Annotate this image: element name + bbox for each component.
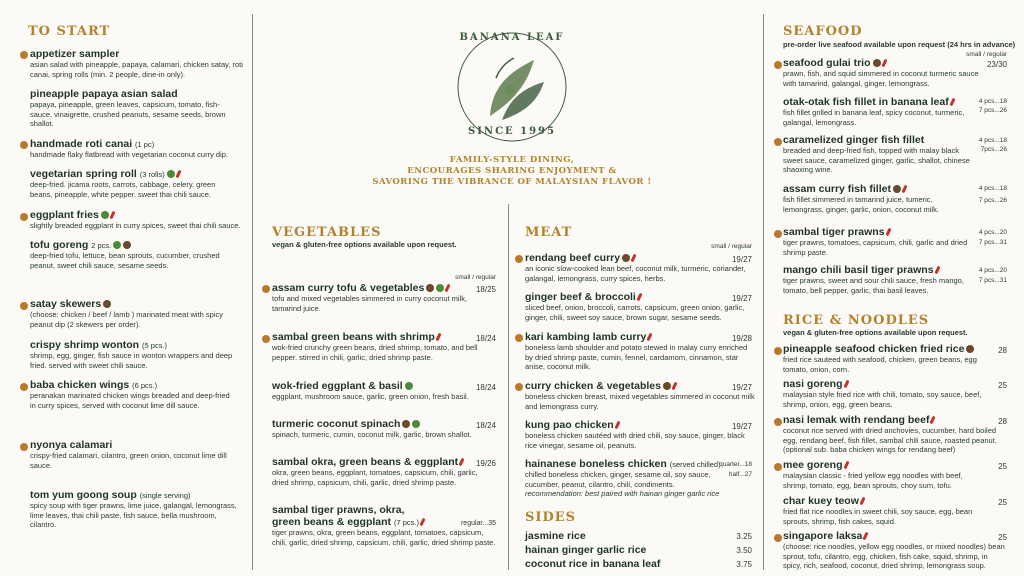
size-note: small / regular xyxy=(966,51,1007,58)
menu-item: appetizer sampler asian salad with pineapple, papaya, calamari, chicken satay, roti canai, spring rolls (min. 2 people, dine-in only). xyxy=(30,48,243,79)
divider-right xyxy=(763,14,764,570)
signature-icon xyxy=(515,334,523,342)
item-price: 19/27 xyxy=(731,422,752,431)
chili-icon xyxy=(631,254,637,263)
chili-icon xyxy=(843,461,849,470)
vegan-icon xyxy=(412,420,420,428)
chili-icon xyxy=(949,98,955,107)
chili-icon xyxy=(419,518,425,527)
vegan-icon xyxy=(167,170,175,178)
menu-item: kung pao chicken boneless chicken sautéed with dried chili, soy sauce, ginger, black rice vinegar, sesame oil, peanuts. xyxy=(525,419,745,450)
menu-item: sambal green beans with shrimp wok-fried crunchy green beans, dried shrimp, tomato, and bell pepper. stirred in chili, garlic, dried shrimp paste. xyxy=(272,331,478,362)
item-price: 7 pcs...31 xyxy=(978,239,1007,246)
item-price: 19/27 xyxy=(731,383,752,392)
menu-item: sambal tiger prawns tiger prawns, tomatoes, capsicum, chili, garlic and dried shrimp paste. xyxy=(783,226,968,257)
gluten-free-icon xyxy=(663,382,671,390)
gluten-free-icon xyxy=(402,420,410,428)
side-item: coconut rice in banana leaf xyxy=(525,558,661,570)
item-price: 4 pcs...18 xyxy=(978,185,1007,192)
side-item: hainan ginger garlic rice xyxy=(525,544,647,556)
chili-icon xyxy=(934,266,940,275)
item-price: 3.50 xyxy=(736,546,752,555)
menu-item: turmeric coconut spinach spinach, turmeric, cumin, coconut milk, garlic, brown shallot. xyxy=(272,418,472,439)
item-price: 7 pcs...26 xyxy=(978,197,1007,204)
tagline: FAMILY-STYLE DINING, ENCOURAGES SHARING ENJOYMENT & SAVORING THE VIBRANCE OF MALAYSIAN FLAVOR ! xyxy=(372,155,652,187)
item-price: half...27 xyxy=(728,471,752,478)
menu-item: crispy shrimp wonton (5 pcs.) shrimp, egg, ginger, fish sauce in wonton wrappers and deep fried. served with sweet chili sauce. xyxy=(30,339,233,370)
vegan-icon xyxy=(436,284,444,292)
menu-item: otak-otak fish fillet in banana leaf fish fillet grilled in banana leaf, spicy coconut, turmeric, galangal, lemongrass. xyxy=(783,96,965,127)
menu-item: kari kambing lamb curry boneless lamb shoulder and potato stewed in malay curry enriched by dried shrimp paste, cumin, fennel, cardamom, cinnamon, star anise, coconut milk. xyxy=(525,331,748,371)
item-price: 23/30 xyxy=(986,60,1007,69)
signature-icon xyxy=(515,383,523,391)
signature-icon xyxy=(20,383,28,391)
gluten-free-icon xyxy=(103,300,111,308)
chili-icon xyxy=(843,380,849,389)
chili-icon xyxy=(445,284,451,293)
chili-icon xyxy=(636,293,642,302)
section-subtitle: pre-order live seafood available upon request (24 hrs in advance) xyxy=(783,40,1016,49)
divider-middle xyxy=(508,204,509,570)
chili-icon xyxy=(863,532,869,541)
signature-icon xyxy=(774,230,782,238)
item-price: 28 xyxy=(998,346,1007,355)
signature-icon xyxy=(262,285,270,293)
item-price: 4 pcs...20 xyxy=(978,229,1007,236)
signature-icon xyxy=(774,418,782,426)
signature-icon xyxy=(774,138,782,146)
item-price: 7 pcs...26 xyxy=(978,107,1007,114)
chili-icon xyxy=(647,333,653,342)
menu-item: rendang beef curry an iconic slow-cooked lean beef, coconut milk, turmeric, coriander, galangal, lemongrass, curry spices, herbs. xyxy=(525,252,746,283)
item-price: 3.75 xyxy=(736,560,752,569)
item-price: 7 pcs...31 xyxy=(978,277,1007,284)
size-note: small / regular xyxy=(711,243,752,250)
gluten-free-icon xyxy=(966,345,974,353)
item-price: 19/27 xyxy=(731,255,752,264)
signature-icon xyxy=(774,534,782,542)
menu-item: nyonya calamari crispy-fried calamari, cilantro, green onion, coconut lime dill sauce. xyxy=(30,439,227,470)
menu-item: baba chicken wings (6 pcs.) peranakan marinated chicken wings breaded and deep-fried in curry spices, served with coconut lime dill sauce. xyxy=(30,379,230,410)
item-price: 25 xyxy=(998,533,1007,542)
menu-item: pineapple papaya asian salad papaya, pineapple, green leaves, capsicum, tomato, fish-sauce, vinaigrette, crushed peanuts, sesame seeds, brown shallot. xyxy=(30,88,226,128)
signature-icon xyxy=(774,61,782,69)
item-price: 4 pcs...20 xyxy=(978,267,1007,274)
chili-icon xyxy=(459,458,465,467)
section-title: RICE & NOODLES xyxy=(783,313,930,328)
menu-item: satay skewers (choose: chicken / beef / lamb ) marinated meat with spicy peanut dip (2 skewers per order). xyxy=(30,298,224,329)
item-price: 25 xyxy=(998,462,1007,471)
divider-left xyxy=(252,14,253,570)
menu-item: hainanese boneless chicken (served chilled) chilled boneless chicken, ginger, sesame oil, soy sauce, cucumber, peanut, cilantro, chili, condiments. recommendation: best paired with hainan ginger garlic rice xyxy=(525,458,721,498)
chili-icon xyxy=(859,497,865,506)
section-subtitle: vegan & gluten-free options available upon request. xyxy=(272,240,457,249)
chili-icon xyxy=(614,421,620,430)
chili-icon xyxy=(881,59,887,68)
menu-item: handmade roti canai (1 pc) handmade flaky flatbread with vegetarian coconut curry dip. xyxy=(30,138,229,159)
section-title: SEAFOOD xyxy=(783,24,863,39)
item-price: 19/28 xyxy=(731,334,752,343)
item-price: quarter...18 xyxy=(719,461,752,468)
item-price: 18/24 xyxy=(475,421,496,430)
menu-item: pineapple seafood chicken fried rice fried rice sauteed with seafood, chicken, green beans, egg tomato, onion, corn. xyxy=(783,343,977,374)
signature-icon xyxy=(774,347,782,355)
signature-icon xyxy=(20,213,28,221)
menu-item: caramelized ginger fish fillet breaded and deep-fried fish, topped with malay black sweet sauce, caramelized ginger, garlic, shallot, chinese shaoxing wine. xyxy=(783,134,970,174)
item-price: regular...35 xyxy=(460,520,496,527)
item-price: 4 pcs...18 xyxy=(978,98,1007,105)
signature-icon xyxy=(20,443,28,451)
item-price: 18/25 xyxy=(475,285,496,294)
menu-item: eggplant fries slightly breaded eggplant in curry spices, sweet thai chili sauce. xyxy=(30,209,241,230)
chili-icon xyxy=(885,228,891,237)
signature-icon xyxy=(515,255,523,263)
menu-item: assam curry fish fillet fish fillet simmered in tamarind juice, tumeric, lemongrass, ginger, garlic, onion, coconut milk. xyxy=(783,183,939,214)
section-title: TO START xyxy=(28,24,111,39)
menu-item: sambal okra, green beans & eggplant okra, green beans, eggplant, tomatoes, capsicum, chili, garlic, dried shrimp, capsicum, chili, garlic, dried shrimp paste. xyxy=(272,456,478,487)
gluten-free-icon xyxy=(893,185,901,193)
vegan-icon xyxy=(101,211,109,219)
menu-item: curry chicken & vegetables boneless chicken breast, mixed vegetables simmered in coconut milk and lemongrass curry. xyxy=(525,380,755,411)
menu-item: seafood gulai trio prawn, fish, and squid simmered in coconut turmeric sauce with tamarind, galangal, ginger, lemongrass. xyxy=(783,57,979,88)
menu-item: nasi goreng malaysian style fried rice with chili, tomato, soy sauce, beef, shrimp, onion, egg, green beans. xyxy=(783,378,982,409)
chili-icon xyxy=(435,333,441,342)
item-price: 4 pcs...18 xyxy=(978,137,1007,144)
logo xyxy=(452,28,572,146)
item-price: 19/27 xyxy=(731,294,752,303)
item-price: 25 xyxy=(998,498,1007,507)
chili-icon xyxy=(671,382,677,391)
signature-icon xyxy=(262,335,270,343)
item-price: 19/26 xyxy=(475,459,496,468)
section-subtitle: vegan & gluten-free options available upon request. xyxy=(783,328,968,337)
signature-icon xyxy=(20,141,28,149)
logo-top-text: BANANA LEAF xyxy=(459,32,565,43)
gluten-free-icon xyxy=(426,284,434,292)
vegan-icon xyxy=(113,241,121,249)
item-price: 18/24 xyxy=(475,334,496,343)
vegan-icon xyxy=(405,382,413,390)
signature-icon xyxy=(774,463,782,471)
menu-item: tofu goreng 2 pcs. deep-fried tofu, lettuce, bean sprouts, cucumber, crushed peanut, sweet chili sauce, sesame seeds. xyxy=(30,239,220,270)
menu-item: singapore laksa (choose: rice noodles, yellow egg noodles, or mixed noodles) bean sprout, tofu, cilantro, egg, chicken, fish cake, squid, shrimp, in spicy, rich, seafood, coconut, dried shrimp, lemongrass soup. xyxy=(783,530,1005,570)
side-item: jasmine rice xyxy=(525,530,586,542)
menu-item: sambal tiger prawns, okra, green beans & eggplant (7 pcs.) tiger prawns, okra, green beans, eggplant, tomatoes, capsicum, chili, garlic, dried shrimp, capsicum, chili, garlic, dried shrimp paste. xyxy=(272,504,496,547)
signature-icon xyxy=(20,302,28,310)
item-price: 25 xyxy=(998,381,1007,390)
menu-item: vegetarian spring roll (3 rolls) deep-fried. jicama roots, carrots, cabbage, celery, green beans, pineapple, white pepper. sweet thai chili sauce. xyxy=(30,168,216,199)
menu-item: ginger beef & broccoli sliced beef, onion, broccoli, carrots, capsicum, green onion, garlic, ginger, chili, sweet soy sauce, brown sugar, sesame seeds. xyxy=(525,291,745,322)
item-price: 7pcs...26 xyxy=(980,146,1007,153)
menu-item: nasi lemak with rendang beef coconut rice served with dried anchovies, cucumber, hard boiled egg, rendang beef, fish fillet, sambal chili sauce, roasted peanut. (optional sub. baba chicken wings for rendang beef) xyxy=(783,414,997,454)
menu-item: tom yum goong soup (single serving) spicy soup with tiger prawns, lime juice, galangal, lemongrass, lime leaves, thai chili paste, fish sauce, bella mushroom, cilantro. xyxy=(30,489,237,529)
gluten-free-icon xyxy=(123,241,131,249)
gluten-free-icon xyxy=(873,59,881,67)
size-note: small / regular xyxy=(455,274,496,281)
item-price: 18/24 xyxy=(475,383,496,392)
section-title: MEAT xyxy=(525,225,573,240)
menu-item: char kuey teow fried flat rice noodles in sweet chili, soy sauce, egg, bean sprouts, shrimp, fish cakes, squid. xyxy=(783,495,973,526)
menu-item: assam curry tofu & vegetables tofu and mixed vegetables simmered in curry coconut milk, tamarind juice. xyxy=(272,282,468,313)
item-price: 28 xyxy=(998,417,1007,426)
signature-icon xyxy=(20,51,28,59)
section-title: VEGETABLES xyxy=(272,225,382,240)
chili-icon xyxy=(109,211,115,220)
to-start-section xyxy=(0,0,252,576)
menu-item: mango chili basil tiger prawns tiger prawns, sweet and sour chili sauce, fresh mango, tomato, bell pepper, garlic, thai basil leaves. xyxy=(783,264,964,295)
chili-icon xyxy=(901,185,907,194)
logo-bottom-text: SINCE 1995 xyxy=(468,126,556,137)
chili-icon xyxy=(175,170,181,179)
menu-item: wok-fried eggplant & basil eggplant, mushroom sauce, garlic, green onion, fresh basil. xyxy=(272,380,469,401)
section-title: SIDES xyxy=(525,510,577,525)
menu-item: mee goreng malaysian classic - fried yellow egg noodles with beef, shrimp, tomato, egg, bean sprouts, choy sum, tofu. xyxy=(783,459,963,490)
gluten-free-icon xyxy=(622,254,630,262)
chili-icon xyxy=(930,416,936,425)
item-price: 3.25 xyxy=(736,532,752,541)
